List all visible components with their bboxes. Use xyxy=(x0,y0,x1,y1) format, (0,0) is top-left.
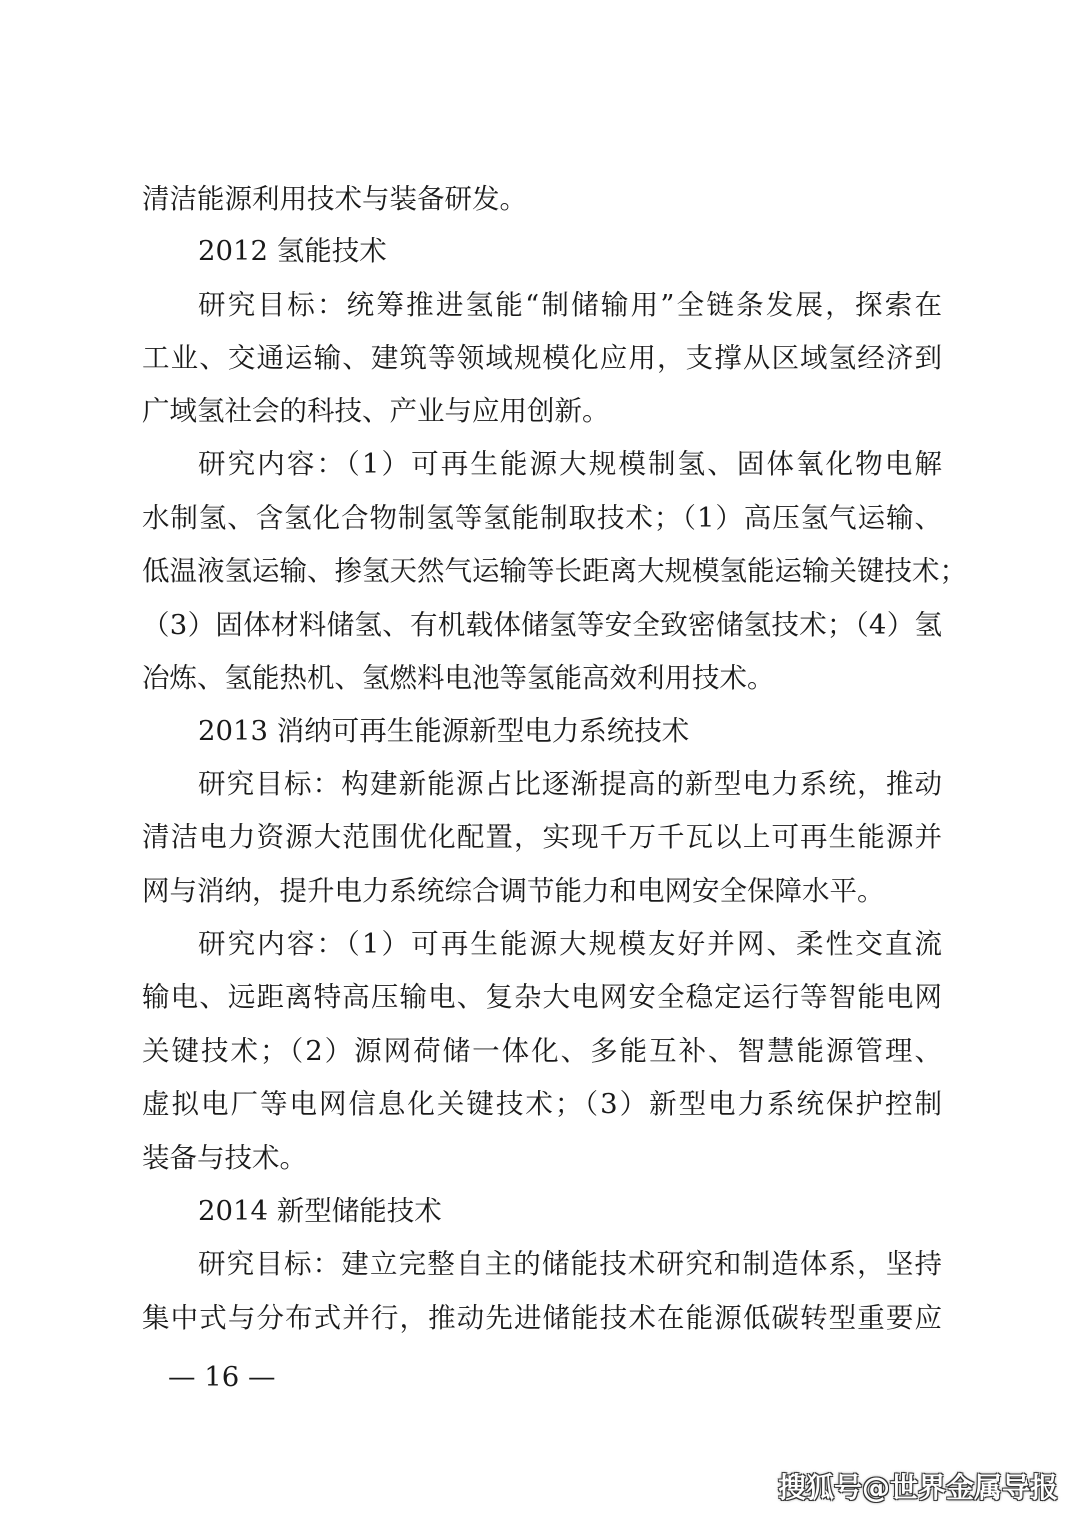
paragraph-line: 研究目标：建立完整自主的储能技术研究和制造体系，坚持 xyxy=(198,1248,942,1280)
source-watermark: 搜狐号@世界金属导报 xyxy=(777,1471,1058,1504)
paragraph-line: 研究内容：（1）可再生能源大规模友好并网、柔性交直流 xyxy=(198,928,942,960)
paragraph-line: 研究内容：（1）可再生能源大规模制氢、固体氧化物电解 xyxy=(198,448,942,480)
section-heading-2014: 2014 新型储能技术 xyxy=(198,1195,442,1227)
paragraph-line: 水制氢、含氢化合物制氢等氢能制取技术；（1）高压氢气运输、 xyxy=(142,502,942,534)
paragraph-line: 清洁电力资源大范围优化配置，实现千万千瓦以上可再生能源并 xyxy=(142,821,942,853)
paragraph-line: 虚拟电厂等电网信息化关键技术；（3）新型电力系统保护控制 xyxy=(142,1088,942,1120)
paragraph-line: 集中式与分布式并行，推动先进储能技术在能源低碳转型重要应 xyxy=(142,1302,942,1334)
paragraph-line: 工业、交通运输、建筑等领域规模化应用，支撑从区域氢经济到 xyxy=(142,342,942,374)
paragraph-line: 装备与技术。 xyxy=(142,1142,307,1174)
page-number: — 16 — xyxy=(168,1361,276,1393)
section-heading-2012: 2012 氢能技术 xyxy=(198,235,387,267)
paragraph-line: 低温液氢运输、掺氢天然气运输等长距离大规模氢能运输关键技术； xyxy=(142,555,967,587)
section-heading-2013: 2013 消纳可再生能源新型电力系统技术 xyxy=(198,715,690,747)
paragraph-line: 清洁能源利用技术与装备研发。 xyxy=(142,183,527,215)
paragraph-line: 冶炼、氢能热机、氢燃料电池等氢能高效利用技术。 xyxy=(142,662,775,694)
paragraph-line: 研究目标：构建新能源占比逐渐提高的新型电力系统，推动 xyxy=(198,768,942,800)
paragraph-line: 关键技术；（2）源网荷储一体化、多能互补、智慧能源管理、 xyxy=(142,1035,942,1067)
paragraph-line: 研究目标：统筹推进氢能“制储输用”全链条发展，探索在 xyxy=(198,289,942,321)
paragraph-line: 网与消纳，提升电力系统综合调节能力和电网安全保障水平。 xyxy=(142,875,885,907)
paragraph-line: （3）固体材料储氢、有机载体储氢等安全致密储氢技术；（4）氢 xyxy=(142,609,942,641)
paragraph-line: 输电、远距离特高压输电、复杂大电网安全稳定运行等智能电网 xyxy=(142,981,942,1013)
paragraph-line: 广域氢社会的科技、产业与应用创新。 xyxy=(142,395,610,427)
